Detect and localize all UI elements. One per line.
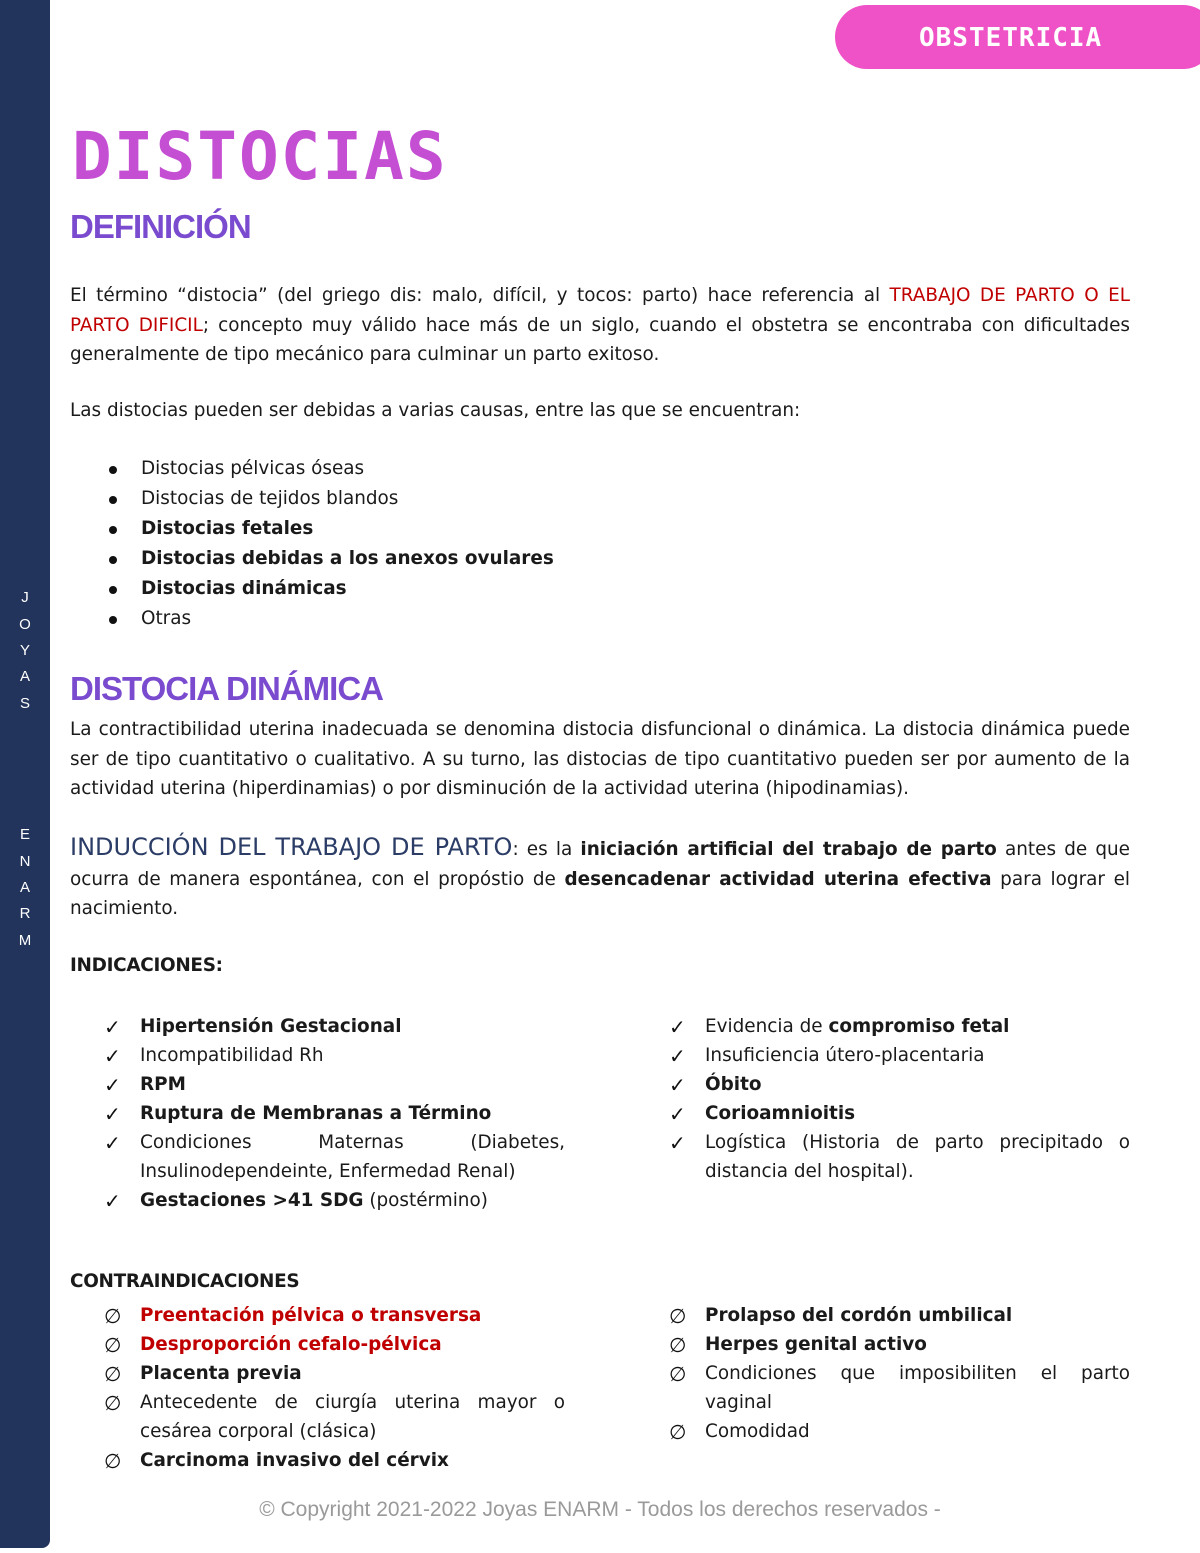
contraindication-item bbox=[70, 1447, 565, 1476]
indication-text: Insuficiencia útero-placentaria bbox=[705, 1045, 985, 1066]
bullet-icon bbox=[109, 586, 117, 594]
list-item-text: Distocias dinámicas bbox=[141, 578, 347, 599]
contraindicaciones-left-column bbox=[70, 1302, 565, 1476]
check-icon: ✓ bbox=[104, 1073, 121, 1097]
section-heading-definicion: DEFINICIÓN bbox=[70, 208, 251, 245]
sidebar-letter: E bbox=[19, 826, 30, 843]
induccion-text: antes de que ocurra de manera espontánea, con el propóstio de bbox=[70, 839, 1130, 890]
indication-text: Óbito bbox=[705, 1074, 762, 1095]
section-heading-dinamica: DISTOCIA DINÁMICA bbox=[70, 670, 383, 707]
contraindicaciones-label: CONTRAINDICACIONES bbox=[70, 1271, 300, 1292]
indication-item bbox=[635, 1042, 1130, 1071]
empty-set-icon: ∅ bbox=[104, 1448, 122, 1473]
causes-list bbox=[70, 454, 554, 634]
list-item bbox=[70, 604, 554, 634]
indication-item bbox=[70, 1013, 565, 1042]
sidebar-letter: S bbox=[19, 695, 30, 712]
sidebar-letter: A bbox=[19, 879, 30, 896]
indicaciones-left-column bbox=[70, 1013, 565, 1216]
contraindication-text: Antecedente de ciurgía uterina mayor o cesárea corporal (clásica) bbox=[140, 1392, 565, 1442]
induccion-text: para lograr el nacimiento. bbox=[70, 868, 1130, 919]
dinamica-paragraph: La contractibilidad uterina inadecuada se denomina distocia disfuncional o dinámica. La distocia dinámica puede ser de tipo cuantitativo o cualitativo. A su turno, las distocias de tipo cuantitativo pueden ser por aumento de la actividad uterina (hiperdinamias) o por disminución de la actividad uterina (hipodinamias). bbox=[70, 719, 1130, 799]
check-icon: ✓ bbox=[104, 1188, 121, 1213]
sidebar-letter: J bbox=[21, 589, 29, 606]
check-icon: ✓ bbox=[104, 1044, 121, 1068]
definition-text: El término “distocia” (del griego dis: malo, difícil, y tocos: parto) hace referencia al bbox=[70, 285, 890, 306]
list-item bbox=[70, 484, 554, 514]
check-icon: ✓ bbox=[669, 1131, 686, 1155]
bullet-icon bbox=[109, 466, 117, 474]
contraindication-text: Prolapso del cordón umbilical bbox=[705, 1305, 1013, 1326]
bullet-icon bbox=[109, 526, 117, 534]
contraindication-item bbox=[70, 1331, 565, 1360]
check-icon: ✓ bbox=[104, 1102, 121, 1126]
list-item-text: Distocias de tejidos blandos bbox=[141, 488, 399, 509]
contraindication-item bbox=[70, 1389, 565, 1446]
list-item bbox=[70, 544, 554, 574]
empty-set-icon: ∅ bbox=[104, 1391, 122, 1415]
indication-item bbox=[70, 1042, 565, 1071]
indication-text: Logística (Historia de parto precipitado o distancia del hospital). bbox=[705, 1132, 1130, 1182]
contraindication-item bbox=[70, 1302, 565, 1331]
empty-set-icon: ∅ bbox=[104, 1362, 122, 1386]
indication-text: Incompatibilidad Rh bbox=[140, 1045, 324, 1066]
indication-text-bold: compromiso fetal bbox=[828, 1016, 1010, 1037]
indication-text: Condiciones Maternas (Diabetes, Insulinodependeinte, Enfermedad Renal) bbox=[140, 1132, 565, 1182]
list-item bbox=[70, 454, 554, 484]
check-icon: ✓ bbox=[669, 1073, 686, 1097]
category-badge bbox=[835, 5, 1200, 69]
indication-item bbox=[70, 1129, 565, 1186]
category-badge-label: OBSTETRICIA bbox=[919, 23, 1103, 53]
check-icon: ✓ bbox=[104, 1015, 121, 1039]
check-icon: ✓ bbox=[669, 1102, 686, 1126]
contraindication-text: Comodidad bbox=[705, 1420, 810, 1442]
contraindication-item bbox=[635, 1302, 1130, 1331]
induccion-heading: INDUCCIÓN DEL TRABAJO DE PARTO bbox=[70, 833, 513, 861]
list-item bbox=[70, 574, 554, 604]
induccion-bold: iniciación artificial del trabajo de parto bbox=[580, 839, 997, 860]
sidebar-letter: N bbox=[19, 853, 31, 870]
indication-item bbox=[635, 1013, 1130, 1042]
sidebar-letter: O bbox=[19, 616, 31, 633]
contraindication-item bbox=[635, 1360, 1130, 1417]
check-icon: ✓ bbox=[669, 1015, 686, 1039]
check-icon: ✓ bbox=[104, 1131, 121, 1155]
sidebar-letter: Y bbox=[19, 642, 30, 659]
definition-text-cont: ; concepto muy válido hace más de un siglo, cuando el obstetra se encontraba con dificultades generalmente de tipo mecánico para culminar un parto exitoso. bbox=[70, 314, 1130, 365]
bullet-icon bbox=[109, 556, 117, 564]
induccion-text: : es la bbox=[512, 839, 581, 860]
indicaciones-label: INDICACIONES: bbox=[70, 955, 223, 976]
indication-text: Gestaciones >41 SDG bbox=[140, 1189, 364, 1211]
empty-set-icon: ∅ bbox=[104, 1333, 122, 1357]
indication-text-note: (postérmino) bbox=[363, 1189, 488, 1211]
indication-text: Hipertensión Gestacional bbox=[140, 1016, 402, 1037]
indication-item bbox=[70, 1100, 565, 1129]
indication-text: RPM bbox=[140, 1074, 186, 1095]
list-item-text: Otras bbox=[141, 608, 192, 629]
bullet-icon bbox=[109, 496, 117, 504]
contraindication-item bbox=[635, 1418, 1130, 1447]
indication-text: Evidencia de bbox=[705, 1016, 829, 1037]
indication-item bbox=[70, 1187, 565, 1216]
contraindication-text: Condiciones que imposibiliten el parto vaginal bbox=[705, 1363, 1130, 1413]
contraindication-text: Herpes genital activo bbox=[705, 1334, 927, 1355]
definition-paragraph bbox=[70, 281, 1130, 370]
empty-set-icon: ∅ bbox=[104, 1304, 122, 1328]
indication-text: Ruptura de Membranas a Término bbox=[140, 1103, 492, 1124]
definition-highlight: TRABAJO DE PARTO O EL PARTO DIFICIL bbox=[70, 285, 1130, 336]
induccion-bold: desencadenar actividad uterina efectiva bbox=[564, 868, 992, 890]
sidebar-letter: M bbox=[18, 932, 32, 949]
empty-set-icon: ∅ bbox=[669, 1333, 687, 1357]
contraindication-item bbox=[635, 1331, 1130, 1360]
bullet-icon bbox=[109, 616, 117, 624]
contraindication-text: Carcinoma invasivo del cérvix bbox=[140, 1449, 449, 1471]
indication-item bbox=[70, 1071, 565, 1100]
list-item bbox=[70, 514, 554, 544]
contraindicaciones-right-column bbox=[635, 1302, 1130, 1447]
contraindication-text: Desproporción cefalo-pélvica bbox=[140, 1334, 442, 1355]
contraindication-text: Preentación pélvica o transversa bbox=[140, 1305, 482, 1326]
sidebar-letter: R bbox=[19, 905, 31, 922]
check-icon: ✓ bbox=[669, 1044, 686, 1068]
list-item-text: Distocias fetales bbox=[141, 518, 314, 539]
sidebar-letter: A bbox=[19, 668, 30, 685]
page-title: DISTOCIAS bbox=[72, 118, 448, 195]
list-item-text: Distocias debidas a los anexos ovulares bbox=[141, 548, 554, 569]
indicaciones-right-column bbox=[635, 1013, 1130, 1187]
indication-item bbox=[635, 1129, 1130, 1186]
sidebar-band bbox=[0, 0, 50, 1548]
copyright-footer: © Copyright 2021-2022 Joyas ENARM - Todos los derechos reservados - bbox=[259, 1498, 941, 1521]
indication-item bbox=[635, 1071, 1130, 1100]
list-item-text: Distocias pélvicas óseas bbox=[141, 458, 365, 479]
indication-item bbox=[635, 1100, 1130, 1129]
contraindication-text: Placenta previa bbox=[140, 1363, 302, 1384]
empty-set-icon: ∅ bbox=[669, 1419, 687, 1444]
induccion-paragraph bbox=[70, 833, 1130, 924]
causes-intro: Las distocias pueden ser debidas a varias causas, entre las que se encuentran: bbox=[70, 400, 801, 421]
empty-set-icon: ∅ bbox=[669, 1362, 687, 1386]
empty-set-icon: ∅ bbox=[669, 1304, 687, 1328]
indication-text: Corioamnioitis bbox=[705, 1103, 856, 1124]
contraindication-item bbox=[70, 1360, 565, 1389]
